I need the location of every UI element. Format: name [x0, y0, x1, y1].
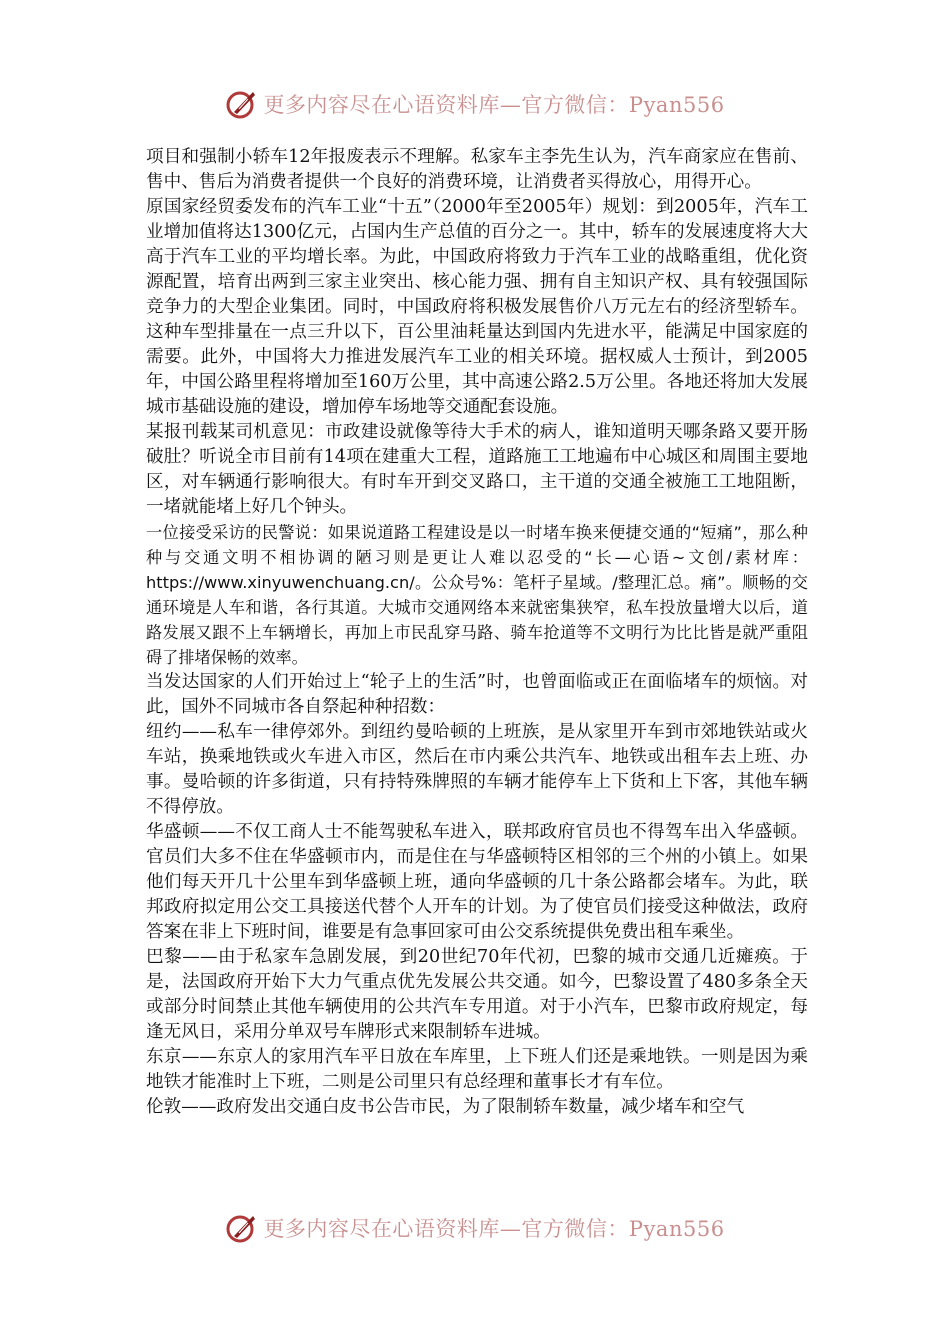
paragraph-scrapping-policy: 项目和强制小轿车12年报废表示不理解。私家车主李先生认为，汽车商家应在售前、售中、售后为消费者提供一个良好的消费环境，让消费者买得放心，用得开心。: [146, 147, 808, 192]
quill-logo-icon: [225, 1211, 259, 1245]
quill-logo-icon: [225, 87, 259, 121]
paragraph-new-york: 纽约——私车一律停郊外。到纽约曼哈顿的上班族，是从家里开车到市郊地铁站或火车站，换乘地铁或火车进入市区，然后在市内乘公共汽车、地铁或出租车去上班、办事。曼哈顿的许多街道，只有持特殊牌照的车辆才能停车上下货和上下客，其他车辆不得停放。: [146, 722, 808, 817]
footer-watermark: [0, 1208, 950, 1248]
watermark-text: 更多内容尽在心语资料库—官方微信：Pyan556: [263, 1217, 725, 1241]
paragraph-tokyo: 东京——东京人的家用汽车平日放在车库里，上下班人们还是乘地铁。一则是因为乘地铁才能准时上下班，二则是公司里只有总经理和董事长才有车位。: [146, 1047, 808, 1092]
paragraph-paris: 巴黎——由于私家车急剧发展，到20世纪70年代初，巴黎的城市交通几近瘫痪。于是，法国政府开始下大力气重点优先发展公共交通。如今，巴黎设置了480多条全天或部分时间禁止其他车辆使用的公共汽车专用道。对于小汽车，巴黎市政府规定，每逢无风日，采用分单双号车牌形式来限制轿车进城。: [146, 947, 808, 1042]
paragraph-london: 伦敦——政府发出交通白皮书公告市民，为了限制轿车数量，减少堵车和空气: [146, 1097, 745, 1117]
paragraph-driver-opinion: 某报刊载某司机意见：市政建设就像等待大手术的病人，谁知道明天哪条路又要开肠破肚？听说全市目前有14项在建重大工程，道路施工工地遍布中心城区和周围主要地区，对车辆通行影响很大。有时车开到交叉路口，主干道的交通全被施工工地阻断，一堵就能堵上好几个钟头。: [146, 422, 808, 517]
paragraph-washington: 华盛顿——不仅工商人士不能驾驶私车进入，联邦政府官员也不得驾车出入华盛顿。官员们大多不住在华盛顿市内，而是住在与华盛顿特区相邻的三个州的小镇上。如果他们每天开几十公里车到华盛顿上班，通向华盛顿的几十条公路都会堵车。为此，联邦政府拟定用公交工具接送代替个人开车的计划。为了使官员们接受这种做法，政府答案在非上下班时间，谁要是有急事回家可由公交系统提供免费出租车乘坐。: [146, 822, 808, 942]
header-watermark: [0, 84, 950, 124]
document-body: [146, 145, 808, 1120]
watermark-text: 更多内容尽在心语资料库—官方微信：Pyan556: [263, 93, 725, 117]
paragraph-police-interview: 一位接受采访的民警说：如果说道路工程建设是以一时堵车换来便捷交通的“短痛”，那么种种与交通文明不相协调的陋习则是更让人难以忍受的“长—心语~文创/素材库：https://www.xinyuwenchuang.cn/。公众号%：笔杆子星域。/整理汇总。痛”。顺畅的交通环境是人车和谐，各行其道。大城市交通网络本来就密集狭窄，私车投放量增大以后，道路发展又跟不上车辆增长，再加上市民乱穿马路、骑车抢道等不文明行为比比皆是就严重阻碍了排堵保畅的效率。: [146, 523, 808, 667]
paragraph-tenth-five-year-plan: 原国家经贸委发布的汽车工业“十五”（2000年至2005年）规划：到2005年，汽车工业增加值将达1300亿元，占国内生产总值的百分之一。其中，轿车的发展速度将大大高于汽车工业的平均增长率。为此，中国政府将致力于汽车工业的战略重组，优化资源配置，培育出两到三家主业突出、核心能力强、拥有自主知识产权、具有较强国际竞争力的大型企业集团。同时，中国政府将积极发展售价八万元左右的经济型轿车。这种车型排量在一点三升以下，百公里油耗量达到国内先进水平，能满足中国家庭的需要。此外，中国将大力推进发展汽车工业的相关环境。据权威人士预计，到2005年，中国公路里程将增加至160万公里，其中高速公路2.5万公里。各地还将加大发展城市基础设施的建设，增加停车场地等交通配套设施。: [146, 197, 808, 417]
paragraph-foreign-cities-intro: 当发达国家的人们开始过上“轮子上的生活”时，也曾面临或正在面临堵车的烦恼。对此，国外不同城市各自祭起种种招数：: [146, 672, 808, 717]
